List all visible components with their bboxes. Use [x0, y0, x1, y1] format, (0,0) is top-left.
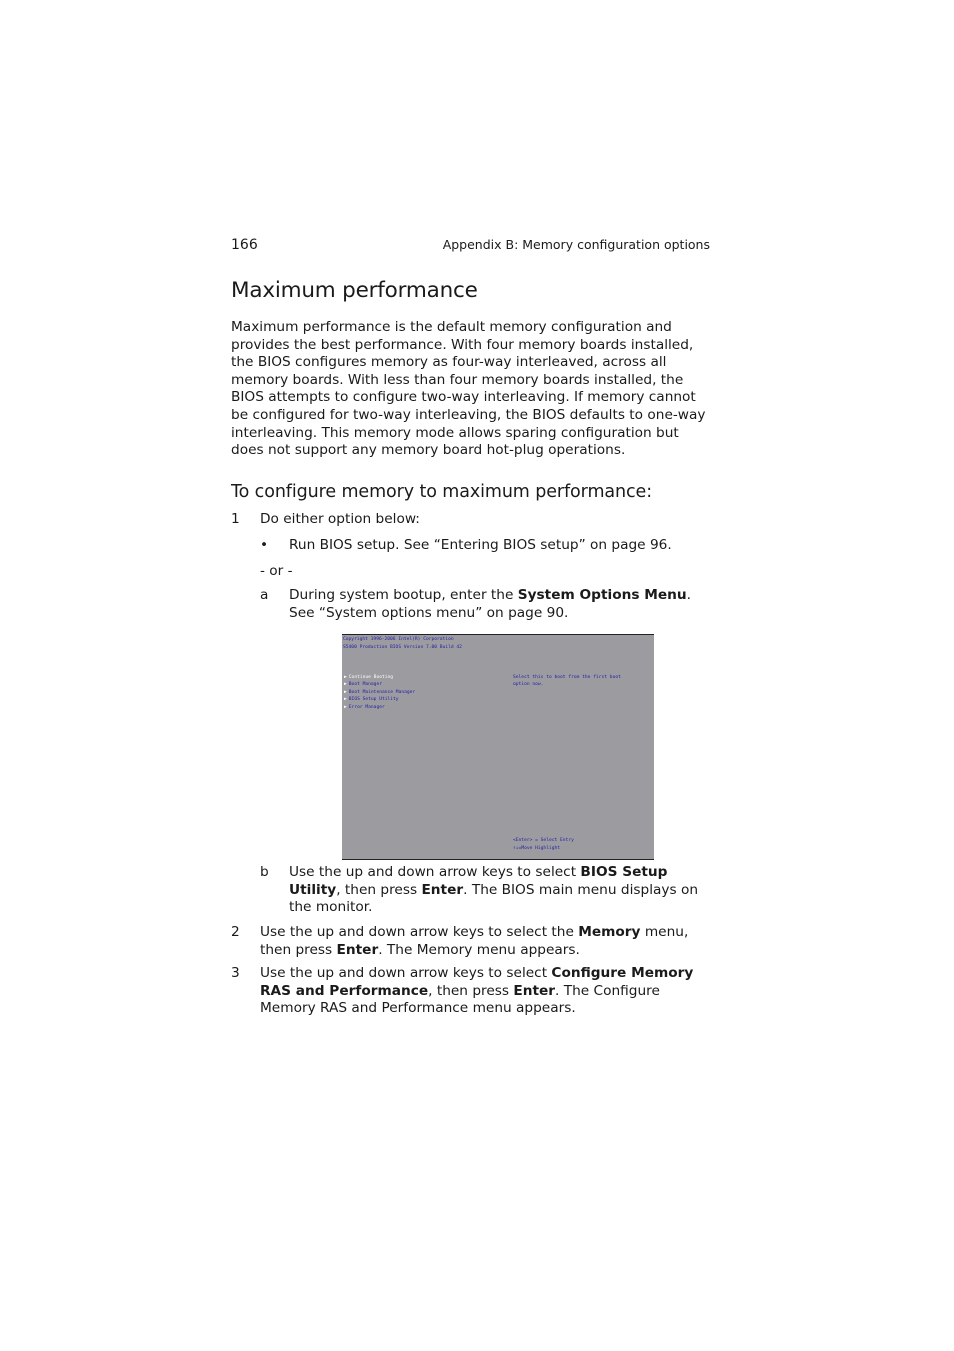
text-run: Use the up and down arrow keys to select [289, 864, 581, 880]
bios-help-text: Select this to boot from the first boot [513, 674, 621, 680]
bios-version: S5400 Production BIOS Version 7.00 Build 42 [343, 644, 462, 650]
bios-menu-label: BIOS Setup Utility [348, 697, 399, 702]
text-run: During system bootup, enter the [289, 587, 518, 603]
bios-copyright: Copyright 1996-2006 Intel(R) Corporation [343, 637, 454, 642]
bios-menu-label: Boot Maintenance Manager [348, 689, 416, 695]
bios-menu-label: Continue Booting [348, 674, 394, 680]
text-run: . See “System options menu” on page 90. [289, 587, 692, 621]
key-name: Enter [336, 941, 379, 958]
text-run: . The BIOS main menu displays on the monitor. [289, 881, 699, 916]
step-letter: b [260, 864, 269, 880]
text-run: menu, then press [260, 924, 689, 958]
menu-name: Memory [578, 924, 641, 940]
triangle-right-icon: ▶ [344, 697, 347, 702]
menu-name: BIOS Setup Utility [289, 864, 668, 898]
step-number: 3 [231, 965, 240, 981]
text-run: , then press [428, 982, 514, 999]
step-text: Do either option below: [260, 511, 420, 527]
triangle-right-icon: ▶ [344, 704, 347, 710]
text-run: . The Configure Memory RAS and Performance menu appears. [260, 982, 660, 1017]
running-header: Appendix B: Memory configuration options [442, 237, 710, 252]
bios-menu-item[interactable] [344, 681, 382, 689]
bios-menu-item[interactable] [344, 674, 393, 682]
text-run: Use the up and down arrow keys to select [260, 965, 552, 981]
bios-screenshot [342, 634, 654, 860]
section-title: Maximum performance [231, 278, 478, 303]
bios-menu-item[interactable] [344, 689, 415, 697]
key-name: Enter [421, 881, 464, 898]
bullet-text: Run BIOS setup. See “Entering BIOS setup” on page 96. [289, 537, 672, 553]
text-run: , then press [336, 881, 422, 898]
or-separator: - or - [260, 563, 293, 579]
text-run: Use the up and down arrow keys to select the [260, 924, 579, 940]
step-letter: a [260, 587, 269, 603]
menu-name: Configure Memory RAS and Performance [260, 965, 694, 999]
step-text [289, 864, 712, 917]
bios-menu-label: Error Manager [348, 704, 385, 710]
page-number: 166 [231, 237, 258, 253]
menu-name: System Options Menu [517, 587, 687, 603]
procedure-heading: To configure memory to maximum performance: [231, 482, 652, 502]
step-number: 1 [231, 511, 240, 527]
bios-help-text: option now. [513, 682, 544, 687]
intro-paragraph: Maximum performance is the default memory configuration and provides the best performance. With four memory boards installed, the BIOS configures memory as four-way interleaved, across all memory boards. With less than four memory boards installed, the BIOS attempts to configure two-way interleaving. If memory cannot be configured for two-way interleaving, the BIOS defaults to one-way interleaving. This memory mode allows sparing configuration but does not support any memory board hot-plug operations. [231, 319, 706, 459]
triangle-right-icon: ▶ [344, 674, 347, 680]
bullet-mark: • [260, 537, 269, 553]
bios-menu-item[interactable] [344, 696, 399, 704]
triangle-right-icon: ▶ [344, 682, 347, 687]
step-text [260, 924, 712, 959]
text-run: . The Memory menu appears. [378, 941, 580, 958]
key-name: Enter [513, 982, 556, 999]
bios-key-hint: ↑↓=Move Highlight [513, 845, 561, 851]
step-number: 2 [231, 924, 240, 940]
bios-menu-label: Boot Manager [348, 682, 382, 687]
triangle-right-icon: ▶ [344, 689, 347, 695]
step-text [260, 965, 712, 1018]
bios-menu-item[interactable] [344, 704, 385, 712]
step-text [289, 587, 712, 622]
bios-key-hint: <Enter> = Select Entry [513, 838, 574, 843]
